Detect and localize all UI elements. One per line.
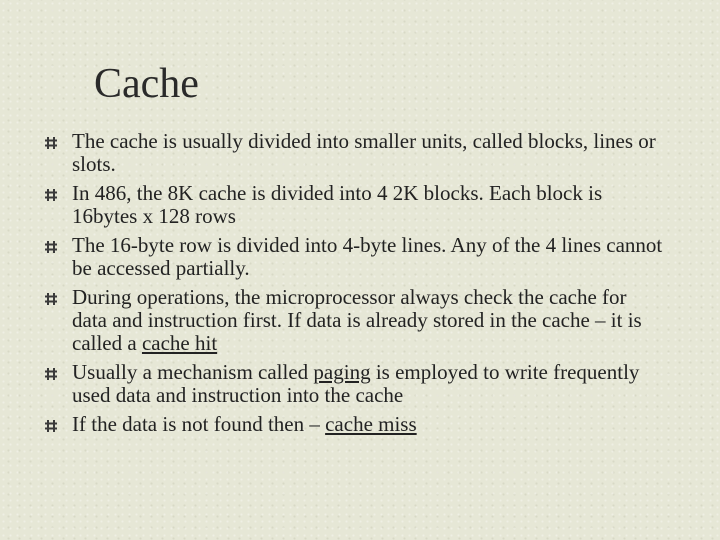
bullet-text: In 486, the 8K cache is divided into 4 2K blocks. Each block is 16bytes x 128 rows [72,181,603,228]
hash-bullet-icon [44,136,58,150]
bullet-text: The 16-byte row is divided into 4-byte lines. Any of the 4 lines cannot be accessed partially. [72,233,663,280]
bullet-text: Usually a mechanism called paging is employed to write frequently used data and instruction into the cache [72,360,640,407]
hash-bullet-icon [44,292,58,306]
cache-hit-link[interactable]: cache hit [141,331,218,355]
slide-title: Cache [94,61,199,107]
bullet-text: The cache is usually divided into smaller units, called blocks, lines or slots. [72,129,656,176]
bullet-item [44,413,664,436]
hash-bullet-icon [44,419,58,433]
bullet-list [44,130,664,442]
bullet-item [44,361,664,407]
bullet-text: If the data is not found then – cache miss [72,412,417,436]
bullet-item [44,286,664,355]
cache-miss-link[interactable]: cache miss [325,412,417,436]
bullet-text: During operations, the microprocessor always check the cache for data and instruction first. If data is already stored in the cache – it is called a cache hit [72,285,642,355]
hash-bullet-icon [44,367,58,381]
hash-bullet-icon [44,188,58,202]
paging-link[interactable]: paging [313,360,371,384]
bullet-item [44,182,664,228]
bullet-item [44,130,664,176]
hash-bullet-icon [44,240,58,254]
bullet-item [44,234,664,280]
